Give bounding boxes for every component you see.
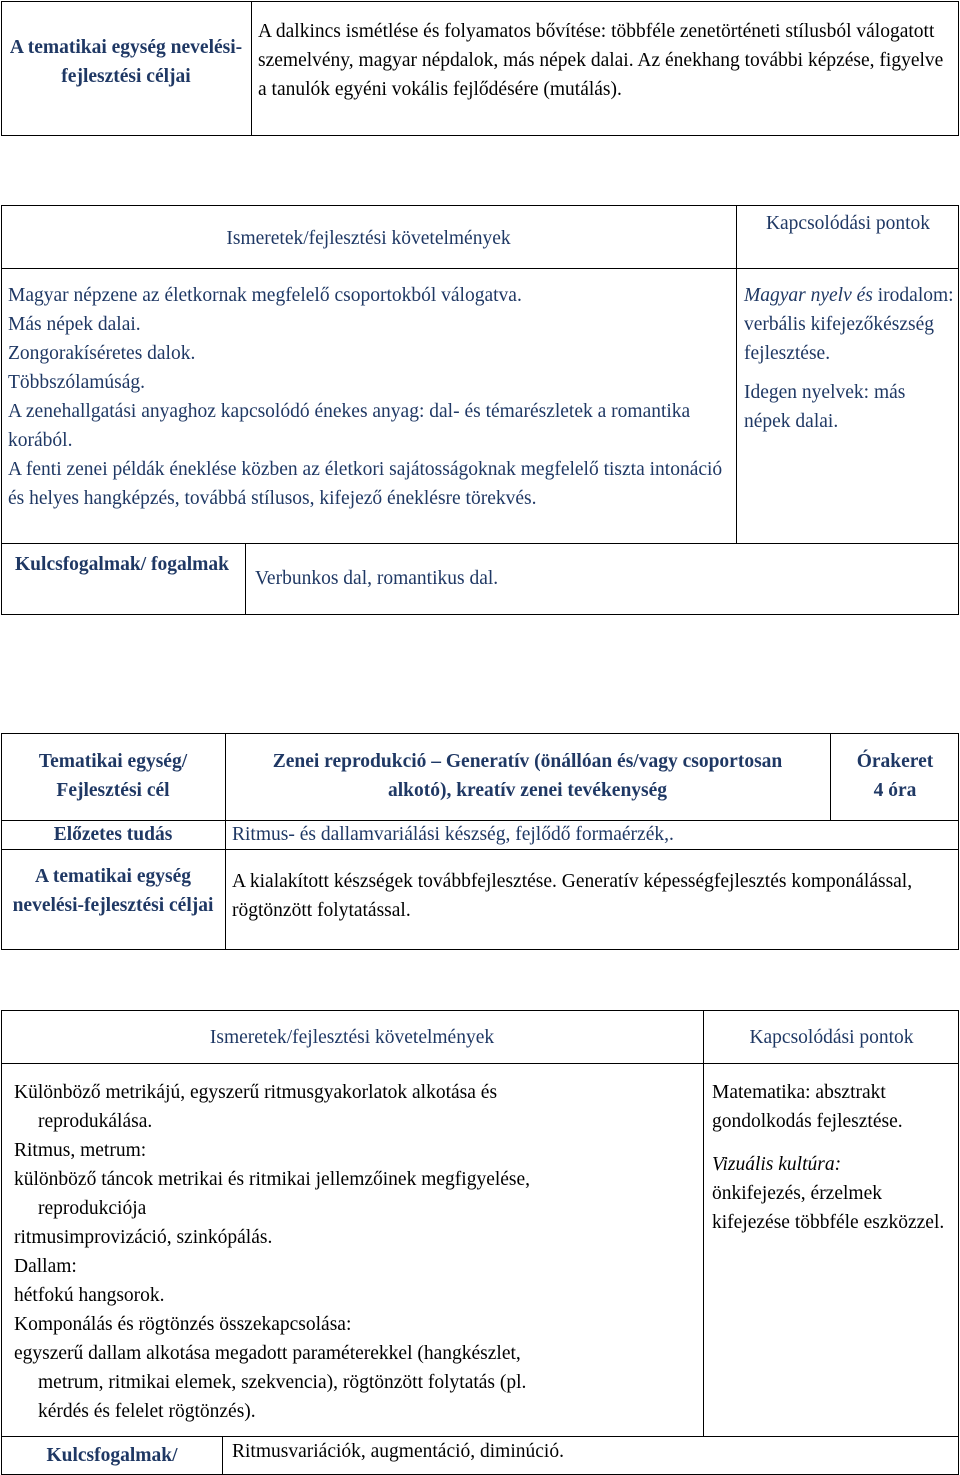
requirement-line: különböző táncok metrikai és ritmikai jellemzőinek megfigyelése, [14, 1169, 531, 1190]
links-list-2 [712, 1078, 952, 1237]
requirement-line: reprodukálása. [38, 1111, 153, 1132]
requirement-line: A zenehallgatási anyaghoz kapcsolódó énekes anyag: dal- és témarészletek a romantika korából. [8, 401, 691, 451]
link-text: Matematika: absztrakt gondolkodás fejlesztése. [712, 1082, 903, 1132]
requirement-line: Zongorakíséretes dalok. [8, 343, 196, 364]
requirements-header: Ismeretek/fejlesztési követelmények [226, 228, 511, 249]
requirement-line: kérdés és felelet rögtönzés). [38, 1401, 256, 1422]
requirement-line: hétfokú hangsorok. [14, 1285, 165, 1306]
requirements-header-2: Ismeretek/fejlesztési követelmények [209, 1027, 495, 1048]
key-concepts-text: Verbunkos dal, romantikus dal. [255, 568, 499, 589]
prior-knowledge-label: Előzetes tudás [53, 824, 173, 845]
requirement-line: reprodukciója [38, 1198, 147, 1219]
requirement-line: Ritmus, metrum: [14, 1140, 147, 1161]
link-subject: Magyar nyelv és [744, 285, 873, 306]
key-concepts-text-2: Ritmusvariációk, augmentáció, diminúció. [232, 1441, 564, 1462]
prior-knowledge-text: Ritmus- és dallamvariálási készség, fejlődő formaérzék,. [232, 824, 674, 845]
requirements-list-2 [14, 1078, 700, 1426]
requirement-line: Más népek dalai. [8, 314, 141, 335]
requirement-line: metrum, ritmikai elemek, szekvencia), rögtönzött folytatás (pl. [38, 1372, 527, 1393]
requirement-line: ritmusimprovizáció, szinkópálás. [14, 1227, 273, 1248]
link-text: Idegen nyelvek: más népek dalai. [744, 382, 906, 432]
requirement-line: Dallam: [14, 1256, 77, 1277]
link-subject: Vizuális kultúra: [712, 1154, 842, 1175]
requirements-list [8, 281, 728, 513]
links-header: Kapcsolódási pontok [765, 213, 931, 234]
unit-title: Zenei reprodukció – Generatív (önállóan és/vagy csoportosan alkotó), kreatív zenei tevékenység [272, 751, 783, 801]
requirement-line: Komponálás és rögtönzés összekapcsolása: [14, 1314, 352, 1335]
hours-box [832, 747, 958, 805]
links-list [744, 281, 954, 436]
key-concepts-label-2: Kulcsfogalmak/ [46, 1445, 178, 1466]
links-header-2: Kapcsolódási pontok [749, 1027, 914, 1048]
unit-label: Tematikai egység/ Fejlesztési cél [38, 751, 188, 801]
requirement-line: A fenti zenei példák éneklése közben az életkori sajátosságoknak megfelelő tiszta intonáció és helyes hangképzés, továbbá stílusos, kifejező éneklésre törekvés. [8, 459, 723, 509]
requirement-line: Többszólamúság. [8, 372, 146, 393]
key-concepts-label: Kulcsfogalmak/ fogalmak [15, 554, 229, 575]
goal-text: A dalkincs ismétlése és folyamatos bővítése: többféle zenetörténeti stílusból válogatott szemelvény, magyar népdalok, más népek dalai. Az énekhang további képzése, figyelve a tanulók egyéni vokális fejlődésére (mutálás). [258, 21, 944, 100]
link-text: önkifejezés, érzelmek kifejezése többféle eszközzel. [712, 1183, 945, 1233]
requirement-line: Különböző metrikájú, egyszerű ritmusgyakorlatok alkotása és [14, 1082, 498, 1103]
requirement-line: egyszerű dallam alkotása megadott paraméterekkel (hangkészlet, [14, 1343, 521, 1364]
requirement-line: Magyar népzene az életkornak megfelelő csoportokból válogatva. [8, 285, 522, 306]
hours-label: Órakeret [856, 751, 934, 772]
goal-text-2: A kialakított készségek továbbfejlesztése. Generatív képességfejlesztés komponálással, rögtönzött folytatással. [232, 871, 913, 921]
hours-value: 4 óra [873, 780, 917, 801]
goal-label-2: A tematikai egység nevelési-fejlesztési céljai [12, 866, 214, 916]
goal-label: A tematikai egység nevelési-fejlesztési céljai [9, 37, 243, 87]
link-text: irodalom: verbális kifejezőkészség fejlesztése. [744, 285, 954, 364]
